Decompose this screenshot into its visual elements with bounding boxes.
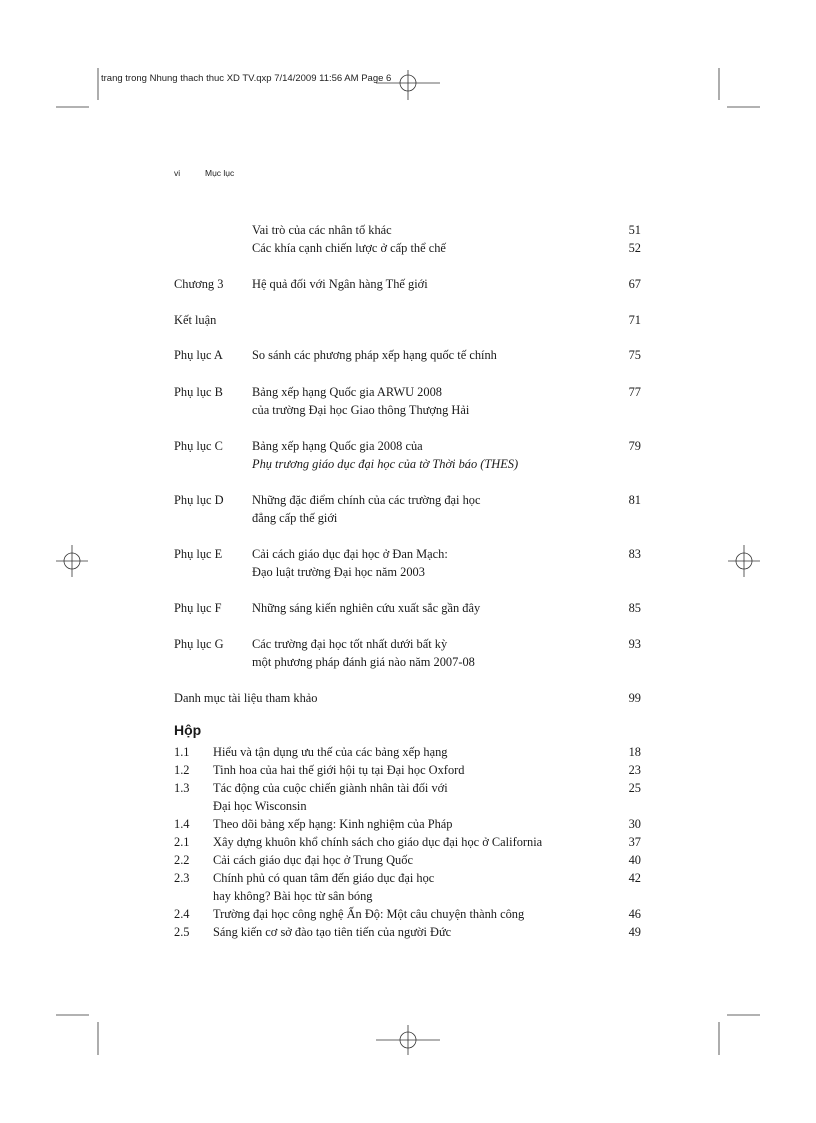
box-number: 1.1: [174, 745, 190, 759]
box-title-line: Xây dựng khuôn khổ chính sách cho giáo dục đại học ở California: [213, 835, 543, 849]
toc-label: Chương 3: [174, 277, 224, 291]
toc-page-number: 75: [628, 348, 641, 362]
toc-label: Phụ lục C: [174, 439, 223, 453]
box-title-line: Đại học Wisconsin: [213, 799, 307, 813]
box-title-line: Tinh hoa của hai thế giới hội tụ tại Đại học Oxford: [213, 763, 465, 777]
toc-label: Phụ lục B: [174, 385, 223, 399]
box-number: 2.1: [174, 835, 190, 849]
box-page-number: 40: [628, 853, 641, 867]
toc-label: Phụ lục E: [174, 547, 223, 561]
toc-page-number: 67: [628, 277, 641, 291]
box-number: 2.3: [174, 871, 190, 885]
toc-page-number: 52: [628, 241, 641, 255]
print-slug: trang trong Nhung thach thuc XD TV.qxp 7/14/2009 11:56 AM Page 6: [101, 73, 392, 84]
box-number: 1.3: [174, 781, 190, 795]
box-number: 2.4: [174, 907, 190, 921]
toc-title-line: Hệ quả đối với Ngân hàng Thế giới: [252, 277, 428, 291]
toc-page-number: 83: [628, 547, 641, 561]
toc-label: Kết luận: [174, 313, 217, 327]
running-head-title: Mục lục: [205, 168, 235, 178]
running-head-page: vi: [174, 168, 181, 178]
toc-label: Danh mục tài liệu tham khảo: [174, 691, 318, 705]
box-page-number: 25: [628, 781, 641, 795]
box-title-line: Chính phủ có quan tâm đến giáo dục đại học: [213, 871, 435, 885]
toc-page-number: 81: [628, 493, 641, 507]
toc-page-number: 77: [628, 385, 641, 399]
toc-page-number: 79: [628, 439, 641, 453]
toc-title-line: Những sáng kiến nghiên cứu xuất sắc gần đây: [252, 601, 481, 615]
toc-page-number: 71: [628, 313, 641, 327]
box-page-number: 30: [628, 817, 641, 831]
toc-title-line: của trường Đại học Giao thông Thượng Hải: [252, 403, 470, 417]
box-title-line: Cải cách giáo dục đại học ở Trung Quốc: [213, 853, 413, 867]
box-page-number: 42: [628, 871, 641, 885]
box-title-line: Tác động của cuộc chiến giành nhân tài đối với: [213, 781, 448, 795]
toc-label: Phụ lục D: [174, 493, 224, 507]
box-title-line: Hiểu và tận dụng ưu thế của các bảng xếp hạng: [213, 745, 448, 759]
toc-page-number: 99: [628, 691, 641, 705]
box-title-line: hay không? Bài học từ sân bóng: [213, 889, 373, 903]
toc-title-line: Các trường đại học tốt nhất dưới bất kỳ: [252, 637, 448, 651]
box-page-number: 23: [628, 763, 641, 777]
box-page-number: 37: [628, 835, 641, 849]
boxes-heading: Hộp: [174, 722, 202, 738]
toc-title-line: Bảng xếp hạng Quốc gia 2008 của: [252, 439, 423, 453]
toc-title-line: Vai trò của các nhân tố khác: [252, 223, 392, 237]
box-number: 2.2: [174, 853, 190, 867]
toc-title-line: Những đặc điểm chính của các trường đại học: [252, 493, 481, 507]
toc-title-line: một phương pháp đánh giá nào năm 2007-08: [252, 655, 475, 669]
box-title-line: Sáng kiến cơ sở đào tạo tiên tiến của người Đức: [213, 925, 452, 939]
toc-title-line: Các khía cạnh chiến lược ở cấp thể chế: [252, 241, 446, 255]
box-number: 2.5: [174, 925, 190, 939]
toc-label: Phụ lục G: [174, 637, 224, 651]
box-title-line: Theo dõi bảng xếp hạng: Kinh nghiệm của Pháp: [213, 817, 453, 831]
box-number: 1.2: [174, 763, 190, 777]
toc-page-number: 85: [628, 601, 641, 615]
toc-title-line: đẳng cấp thế giới: [252, 511, 338, 525]
toc-title-line: So sánh các phương pháp xếp hạng quốc tế chính: [252, 348, 497, 362]
toc-label: Phụ lục A: [174, 348, 223, 362]
box-page-number: 18: [628, 745, 641, 759]
box-title-line: Trường đại học công nghệ Ấn Độ: Một câu chuyện thành công: [213, 907, 525, 921]
toc-title-line: Cải cách giáo dục đại học ở Đan Mạch:: [252, 547, 448, 561]
toc-title-line: Bảng xếp hạng Quốc gia ARWU 2008: [252, 385, 442, 399]
toc-label: Phụ lục F: [174, 601, 222, 615]
box-page-number: 46: [628, 907, 641, 921]
toc-page-number: 51: [628, 223, 641, 237]
toc-title-line: Đạo luật trường Đại học năm 2003: [252, 565, 425, 579]
toc-title-line: Phụ trương giáo dục đại học của tờ Thời báo (THES): [252, 457, 519, 471]
box-number: 1.4: [174, 817, 190, 831]
box-page-number: 49: [628, 925, 641, 939]
toc-page-number: 93: [628, 637, 641, 651]
